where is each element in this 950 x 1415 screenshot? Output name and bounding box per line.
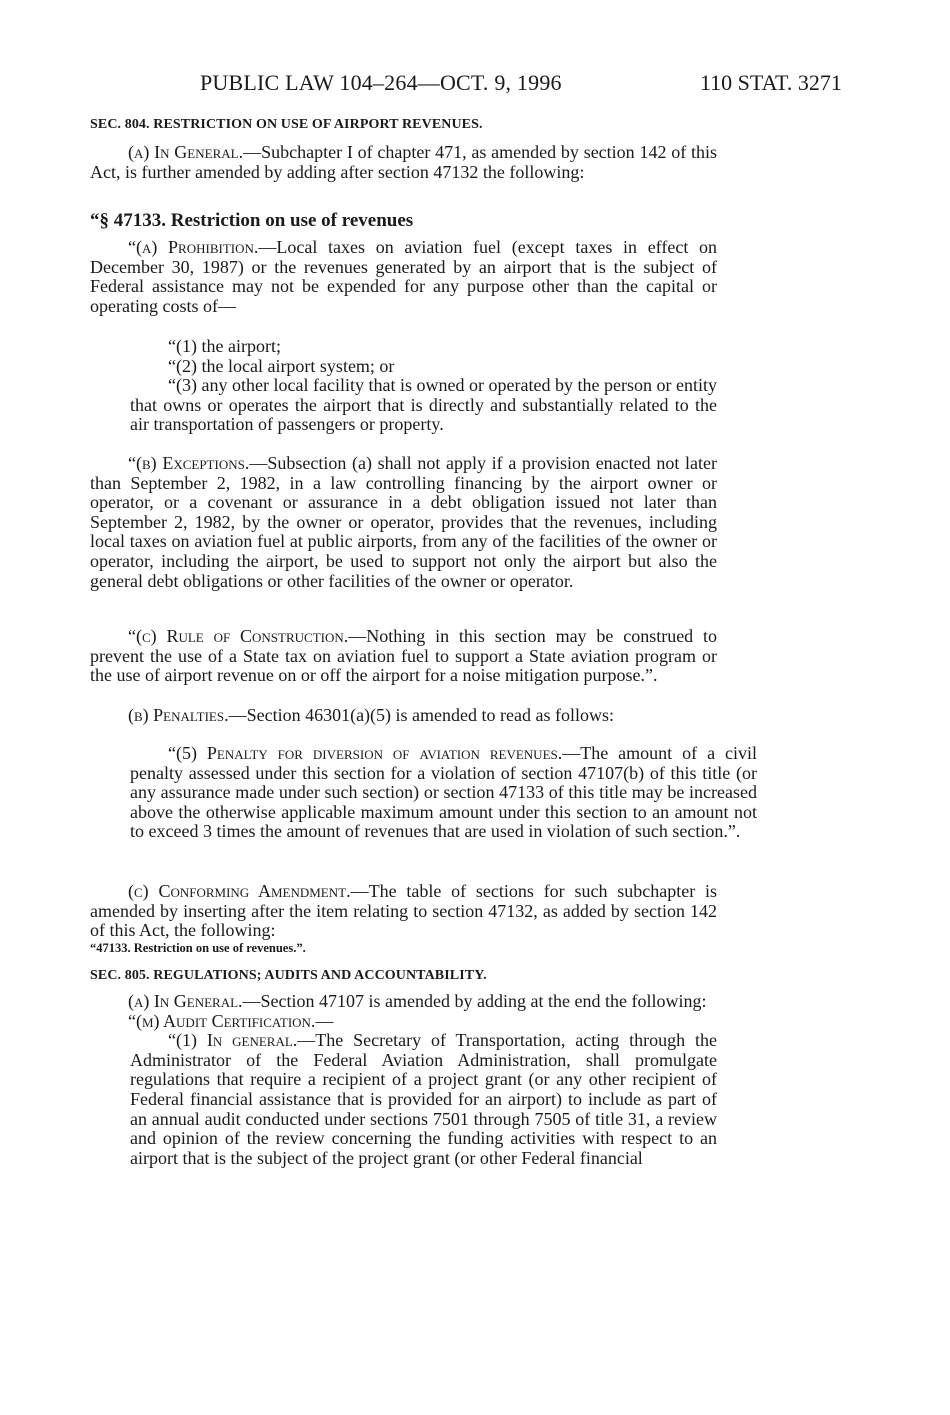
conforming-text: —The table of sections for such subchapter is amended by inserting after the item relating to section 47132, as added by section 142 of this Act, the following:	[90, 881, 718, 941]
penalties-label: (b) Penalties.	[128, 705, 229, 725]
section-805-heading: SEC. 805. REGULATIONS; AUDITS AND ACCOUNTABILITY.	[90, 968, 487, 983]
rule-text: —Nothing in this section may be construed to prevent the use of a State tax on aviation fuel to support a State aviation program or the use of airport revenue on or off the airport for a noise mitigation purpose.”.	[90, 626, 718, 686]
sec804-a-paragraph	[90, 143, 717, 182]
exceptions-paragraph	[90, 454, 717, 591]
section-47133-heading: “§ 47133. Restriction on use of revenues	[90, 210, 414, 231]
penalties-paragraph	[90, 706, 717, 726]
conforming-amendment-paragraph	[90, 882, 717, 941]
list-item-3: “(3) any other local facility that is owned or operated by the person or entity that owns or operates the airport that is directly and substantially related to the air transportation of passengers or property.	[130, 375, 717, 435]
penalties-text: —Section 46301(a)(5) is amended to read as follows:	[228, 705, 614, 725]
table-of-sections-item: “47133. Restriction on use of revenues.”.	[90, 941, 306, 955]
running-header-title: PUBLIC LAW 104–264—OCT. 9, 1996	[200, 70, 562, 95]
penalty-diversion-paragraph	[90, 744, 757, 842]
list-item-1: “(1) the airport;	[168, 336, 281, 356]
audit-certification-paragraph	[90, 1012, 717, 1032]
in-general-text: —The Secretary of Transportation, acting through the Administrator of the Federal Aviation Administration, shall promulgate regulations that require a recipient of a project grant (or any other recipient of Federal financial assistance that is provided for an airport) to include as part of an annual audit conducted under sections 7501 through 7505 of title 31, a review and opinion of the review concerning the funding activities with respect to an airport that is the subject of the project grant (or other Federal financial	[130, 1030, 717, 1168]
list-item-2: “(2) the local airport system; or	[168, 355, 395, 376]
prohibition-text: —Local taxes on aviation fuel (except taxes in effect on December 30, 1987) or the revenues generated by an airport that is the subject of Federal assistance may not be expended for any purpose other than the capital or operating costs of—	[90, 237, 717, 316]
prohibition-label: “(a) Prohibition.	[128, 237, 259, 257]
exceptions-text: —Subsection (a) shall not apply if a provision enacted not later than September 2, 1982, in a law controlling financing by the airport owner or operator, or a covenant or assurance in a debt obligation issued not later than September 2, 1982, by the owner or operator, provides that the revenues, including local taxes on aviation fuel at public airports, from any of the facilities of the owner or operator, including the airport, be used to support not only the airport but also the general debt obligations or other facilities of the owner or operator.	[90, 453, 717, 591]
in-general-paragraph	[90, 1031, 717, 1168]
prohibition-paragraph	[90, 238, 717, 316]
sec804-a-text: —Subchapter I of chapter 471, as amended by section 142 of this Act, is further amended by adding after section 47132 the following:	[90, 142, 718, 182]
sec805-a-paragraph	[90, 992, 717, 1012]
audit-certification-label: “(m) Audit Certification.	[128, 1010, 316, 1031]
prohibition-list	[90, 337, 717, 435]
sec804-a-label: (a) In General.	[128, 142, 244, 162]
rule-of-construction-paragraph	[90, 627, 717, 686]
audit-certification-text: —	[315, 1010, 334, 1031]
sec805-body	[90, 992, 717, 1168]
sec805-a-text: —Section 47107 is amended by adding at the end the following:	[242, 991, 707, 1011]
exceptions-label: “(b) Exceptions.	[128, 453, 250, 473]
penalty-diversion-label: “(5) Penalty for diversion of aviation revenues.	[168, 743, 563, 763]
running-header-stat: 110 STAT. 3271	[700, 70, 842, 95]
penalty-diversion-text: —The amount of a civil penalty assessed under this section for a violation of section 47107(b) of this title (or any assurance made under such section) or section 47133 of this title may be increased above the otherwise applicable maximum amount under this section to an amount not to exceed 3 times the amount of revenues that are used in violation of such section.”.	[130, 743, 757, 842]
section-804-heading: SEC. 804. RESTRICTION ON USE OF AIRPORT REVENUES.	[90, 117, 483, 132]
rule-label: “(c) Rule of Construction.	[128, 626, 349, 646]
sec805-a-label: (a) In General.	[128, 991, 243, 1011]
conforming-label: (c) Conforming Amendment.	[128, 881, 351, 901]
in-general-label: “(1) In general.	[168, 1030, 298, 1051]
